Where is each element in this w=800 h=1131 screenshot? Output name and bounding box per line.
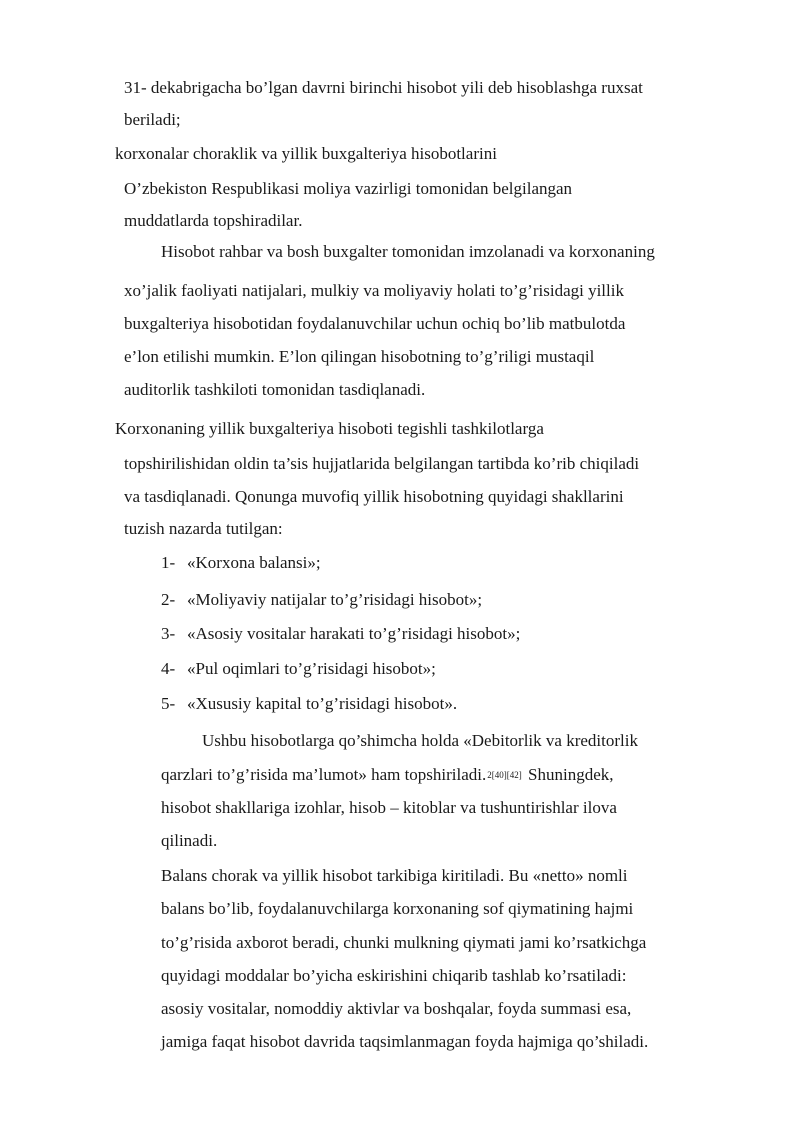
list-item [161, 623, 520, 645]
text-line: Hisobot rahbar va bosh buxgalter tomonidan imzolanadi va korxonaning [161, 242, 655, 261]
text-segment: qarzlari to’g’risida ma’lumot» ham topshiriladi. [161, 765, 487, 784]
list-item-number: 5- [161, 694, 176, 713]
text-line: Ushbu hisobotlarga qo’shimcha holda «Debitorlik va kreditorlik [202, 731, 638, 750]
text-line-with-reference [161, 764, 702, 786]
list-item [161, 552, 321, 574]
text-line: Korxonaning yillik buxgalteriya hisoboti tegishli tashkilotlarga [115, 419, 544, 438]
text-line: O’zbekiston Respublikasi moliya vazirligi tomonidan belgilangan [124, 179, 573, 198]
text-line: jamiga faqat hisobot davrida taqsimlanmagan foyda hajmiga qo’shiladi. [161, 1032, 649, 1051]
text-line: va tasdiqlanadi. Qonunga muvofiq yillik hisobotning quyidagi shakllarini [124, 487, 624, 506]
list-item-text: «Asosiy vositalar harakati to’g’risidagi hisobot»; [187, 624, 521, 643]
list-item [161, 693, 457, 715]
list-item-number: 1- [161, 553, 176, 572]
text-line: korxonalar choraklik va yillik buxgalteriya hisobotlarini [115, 144, 497, 163]
text-line: auditorlik tashkiloti tomonidan tasdiqlanadi. [124, 380, 426, 399]
text-line: quyidagi moddalar bo’yicha eskirishini chiqarib tashlab ko’rsatiladi: [161, 966, 627, 985]
text-line: balans bo’lib, foydalanuvchilarga korxonaning sof qiymatining hajmi [161, 899, 634, 918]
text-line: qilinadi. [161, 831, 218, 850]
text-line: buxgalteriya hisobotidan foydalanuvchilar uchun ochiq bo’lib matbulotda [124, 314, 626, 333]
text-segment: Shuningdek, [528, 765, 614, 784]
text-line: to’g’risida axborot beradi, chunki mulkning qiymati jami ko’rsatkichga [161, 933, 647, 952]
list-item-number: 2- [161, 590, 176, 609]
list-item-text: «Moliyaviy natijalar to’g’risidagi hisobot»; [187, 590, 483, 609]
list-item-text: «Xususiy kapital to’g’risidagi hisobot». [187, 694, 458, 713]
text-line: topshirilishidan oldin ta’sis hujjatlarida belgilangan tartibda ko’rib chiqiladi [124, 454, 640, 473]
text-line: asosiy vositalar, nomoddiy aktivlar va boshqalar, foyda summasi esa, [161, 999, 632, 1018]
text-line: tuzish nazarda tutilgan: [124, 519, 283, 538]
list-item [161, 658, 436, 680]
text-line: 31- dekabrigacha bo’lgan davrni birinchi hisobot yili deb hisoblashga ruxsat [124, 78, 643, 97]
list-item-number: 3- [161, 624, 176, 643]
text-line: e’lon etilishi mumkin. E’lon qilingan hisobotning to’g’riligi mustaqil [124, 347, 595, 366]
footnote-reference: 2[40][42] [487, 770, 522, 780]
text-line: muddatlarda topshiradilar. [124, 211, 303, 230]
list-item-text: «Korxona balansi»; [187, 553, 321, 572]
text-line: Balans chorak va yillik hisobot tarkibiga kiritiladi. Bu «netto» nomli [161, 866, 628, 885]
text-line: hisobot shakllariga izohlar, hisob – kitoblar va tushuntirishlar ilova [161, 798, 617, 817]
list-item [161, 589, 482, 611]
list-item-number: 4- [161, 659, 176, 678]
text-line: xo’jalik faoliyati natijalari, mulkiy va moliyaviy holati to’g’risidagi yillik [124, 281, 624, 300]
list-item-text: «Pul oqimlari to’g’risidagi hisobot»; [187, 659, 436, 678]
text-line: beriladi; [124, 110, 181, 129]
